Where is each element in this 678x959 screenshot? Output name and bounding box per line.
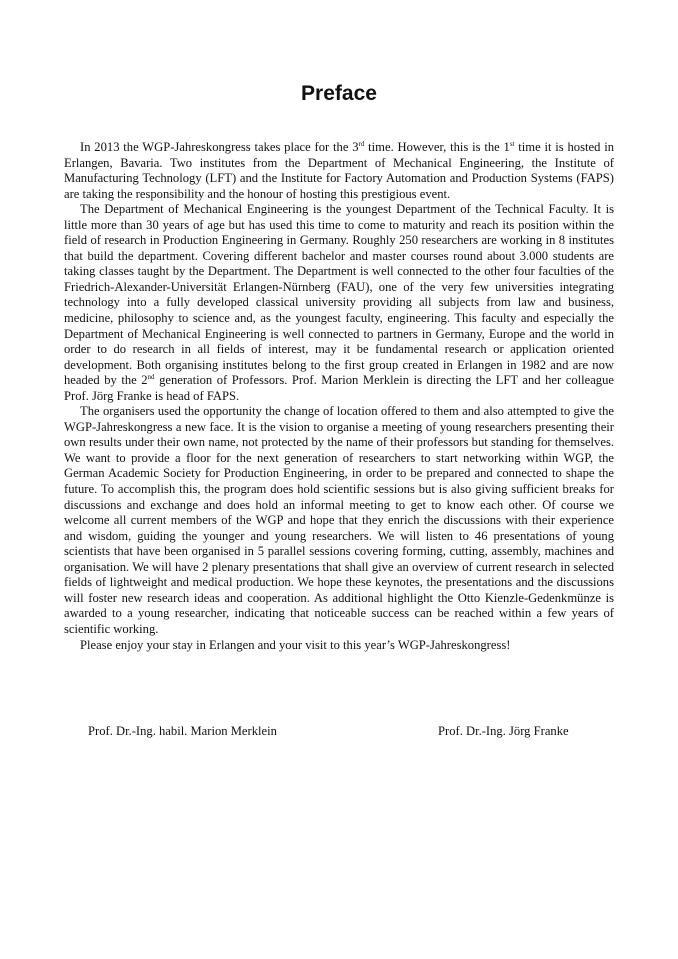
paragraph-text: generation of Professors. Prof. Marion Merklein is directing the LFT and her colleague Prof. Jörg Franke is head of FAPS. xyxy=(64,373,614,403)
ordinal-superscript: nd xyxy=(147,373,155,382)
ordinal-superscript: st xyxy=(509,139,515,148)
signature-merklein: Prof. Dr.-Ing. habil. Marion Merklein xyxy=(88,724,277,738)
paragraph-text: time. However, this is the 1 xyxy=(364,140,510,154)
signature-franke: Prof. Dr.-Ing. Jörg Franke xyxy=(438,724,569,738)
paragraph-3 xyxy=(64,404,614,637)
paragraph-text: In 2013 the WGP-Jahreskongress takes place for the 3 xyxy=(80,140,359,154)
page-title: Preface xyxy=(301,82,377,105)
paragraph-text: Please enjoy your stay in Erlangen and your visit to this year’s WGP-Jahreskongress! xyxy=(80,637,511,652)
paragraph-text: time it is hosted in Erlangen, Bavaria. Two institutes from the Department of Mechanical Engineering, the Institute of Manufacturing Technology (LFT) and the Institute for Factory Automation and Production Systems (FAPS) are taking the responsibility and the honour of hosting this prestigious event. xyxy=(64,140,614,201)
paragraph-2 xyxy=(64,202,614,404)
preface-body xyxy=(64,140,614,653)
paragraph-4 xyxy=(64,638,614,654)
paragraph-text: The organisers used the opportunity the change of location offered to them and also attempted to give the WGP-Jahreskongress a new face. It is the vision to organise a meeting of young researchers presenting their own results under their own name, not protected by the name of their professors but standing for themselves. We want to provide a floor for the next generation of researchers to start networking within WGP, the German Academic Society for Production Engineering, in order to be prepared and connected to shape the future. To accomplish this, the program does hold scientific sessions but is also giving sufficient breaks for discussions and exchange and does hold an informal meeting to get to know each other. Of course we welcome all current members of the WGP and hope that they enrich the discussions with their experience and wisdom, guiding the younger and young researchers. We will listen to 46 presentations of young scientists that have been organised in 5 parallel sessions covering forming, cutting, assembly, machines and organisation. We will have 2 plenary presentations that shall give an overview of current research in selected fields of lightweight and medical production. We hope these keynotes, the presentations and the discussions will foster new research ideas and cooperation. As additional highlight the Otto Kienzle-Gedenkmünze is awarded to a young researcher, indicating that noticeable success can be reached within a few years of scientific working. xyxy=(64,404,614,636)
ordinal-superscript: rd xyxy=(358,139,365,148)
paragraph-1 xyxy=(64,140,614,202)
paragraph-text: The Department of Mechanical Engineering is the youngest Department of the Technical Faculty. It is little more than 30 years of age but has used this time to come to maturity and reach its position within the field of research in Production Engineering in Germany. Roughly 250 researchers are working in 8 institutes that build the department. Covering different bachelor and master courses round about 3.000 students are taking classes taught by the Department. The Department is well connected to the other four faculties of the Friedrich-Alexander-Universität Erlangen-Nürnberg (FAU), one of the very few universities integrating technology into a fully developed classical university providing all subjects from law and business, medicine, philosophy to science and, as the youngest faculty, engineering. This faculty and especially the Department of Mechanical Engineering is well connected to partners in Germany, Europe and the world in order to do research in all fields of interest, may it be fundamental research or application oriented development. Both organising institutes belong to the first group created in Erlangen in 1982 and are now headed by the 2 xyxy=(64,202,614,388)
